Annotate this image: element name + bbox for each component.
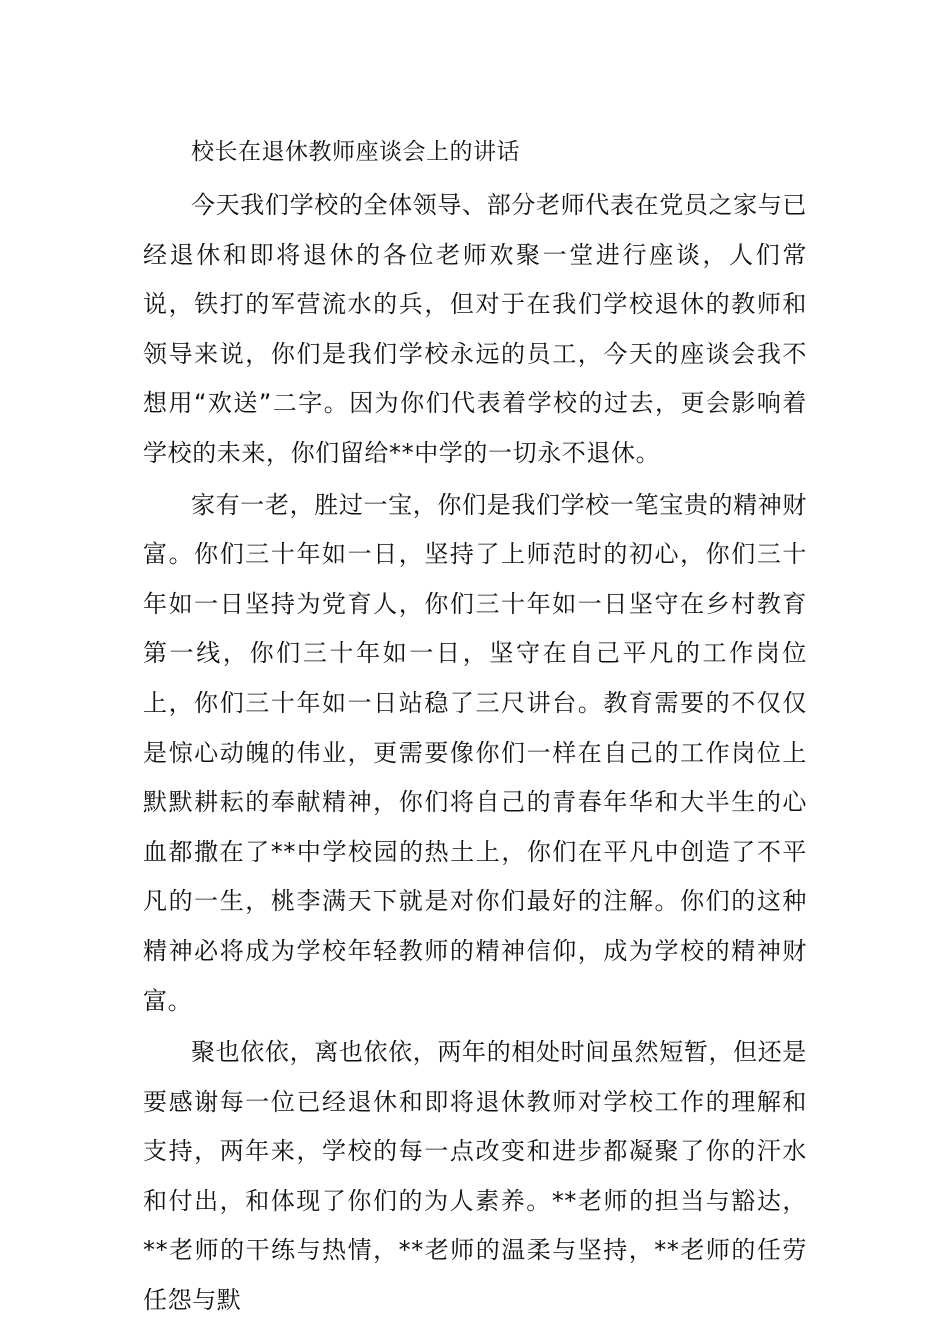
paragraph-2: 家有一老，胜过一宝，你们是我们学校一笔宝贵的精神财富。你们三十年如一日，坚持了上师范时的初心，你们三十年如一日坚持为党育人，你们三十年如一日坚守在乡村教育第一线，你们三十年如一日，坚守在自己平凡的工作岗位上，你们三十年如一日站稳了三尺讲台。教育需要的不仅仅是惊心动魄的伟业，更需要像你们一样在自己的工作岗位上默默耕耘的奉献精神，你们将自己的青春年华和大半生的心血都撒在了**中学校园的热土上，你们在平凡中创造了不平凡的一生，桃李满天下就是对你们最好的注解。你们的这种精神必将成为学校年轻教师的精神信仰，成为学校的精神财富。 [143, 490, 807, 1015]
paragraph-1: 今天我们学校的全体领导、部分老师代表在党员之家与已经退休和即将退休的各位老师欢聚一堂进行座谈，人们常说，铁打的军营流水的兵，但对于在我们学校退休的教师和领导来说，你们是我们学校永远的员工，今天的座谈会我不想用“欢送”二字。因为你们代表着学校的过去，更会影响着学校的未来，你们留给**中学的一切永不退休。 [143, 191, 807, 467]
document-title: 校长在退休教师座谈会上的讲话 [191, 139, 520, 165]
paragraph-3: 聚也依依，离也依依，两年的相处时间虽然短暂，但还是要感谢每一位已经退休和即将退休教师对学校工作的理解和支持，两年来，学校的每一点改变和进步都凝聚了你的汗水和付出，和体现了你们的为人素养。**老师的担当与豁达，**老师的干练与热情，**老师的温柔与坚持，**老师的任劳任怨与默 [143, 1038, 807, 1315]
document-page [143, 133, 807, 1326]
